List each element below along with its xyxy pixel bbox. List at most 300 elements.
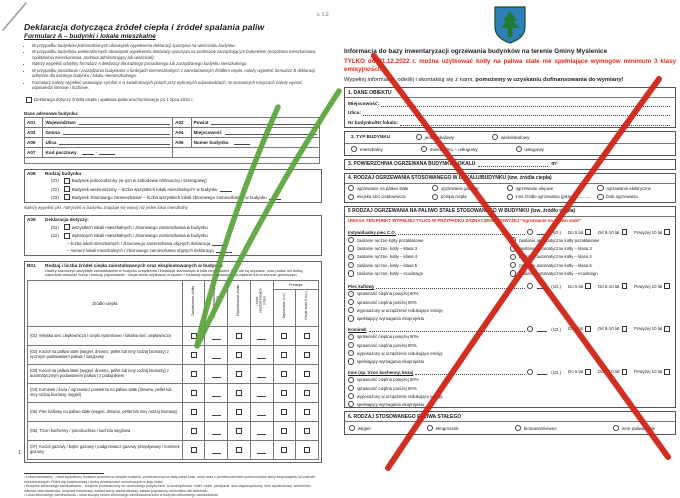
device-name: Kominek [348, 326, 367, 332]
radio-option [507, 194, 594, 200]
option-label: Budynek wielorodzinny – liczba wszystkich lokali mieszkalnych¹ w budynku [71, 186, 218, 192]
radio-button [427, 425, 433, 431]
option-number: (01) [51, 224, 59, 230]
section-6-header: 6. RODZAJ STOSOWANEGO PALIWA STAŁEGO [345, 412, 675, 422]
table-cell [205, 422, 228, 441]
a09-note: Należy wypełnić pkt. A09 jeżeli w budynku znajduje się więcej niż jeden lokal mieszkalny [24, 205, 188, 211]
radio-button [351, 146, 357, 152]
age-label: Powyżej 10 lat [634, 283, 663, 289]
address-table [24, 117, 320, 164]
count-unit-label: (szt.) [551, 369, 562, 375]
option-label: wyposażony w urządzenie redukujące emisję [356, 307, 443, 313]
table-cell [296, 327, 319, 346]
age-label: Do 5 lat [568, 229, 584, 235]
age-option [598, 369, 629, 375]
heat-source-label [28, 441, 183, 460]
form-title: Deklaracja dotycząca źródeł ciepła i źródeł spalania paliw [24, 22, 265, 32]
column-header [273, 290, 296, 327]
blank-field [257, 392, 266, 397]
age-option [634, 326, 672, 332]
column-header-text: Ogrzewanie (c.o.) [281, 292, 286, 319]
option-label: sprawność cieplna poniżej 80% [356, 385, 417, 391]
radio-button [348, 334, 354, 340]
table-cell [250, 441, 273, 460]
device-sub-option [345, 291, 675, 297]
heat-source-row [28, 384, 319, 403]
option-number: (02) [51, 186, 59, 192]
checkbox [304, 447, 310, 453]
radio-option [432, 194, 503, 200]
section-5-header: 5 RODZAJ OGRZEWANIA NA PALIWO STAŁE STOSOWANEGO W BUDYNKU (tzw. źródło ciepła) [345, 207, 675, 217]
field-label: Numer budynku [193, 139, 229, 145]
blank-field [257, 430, 266, 435]
column-header [182, 281, 205, 327]
section-code: A08 [27, 170, 36, 176]
radio-option [510, 245, 668, 251]
field-label-wrap [45, 139, 170, 145]
data-field-row [345, 98, 675, 108]
blank-field [257, 335, 266, 340]
address-cell-empty [25, 157, 320, 163]
option-label: zasilanie ręczne kotły pozaklasowe [356, 237, 424, 243]
option-number: (04) [30, 387, 38, 393]
text: - [95, 149, 98, 155]
blank-field [537, 327, 547, 332]
data-field-row [345, 117, 675, 127]
radio-button [527, 283, 533, 289]
form-option [27, 194, 319, 200]
radio-option [348, 270, 506, 276]
address-row [25, 147, 320, 157]
radio-button [421, 146, 427, 152]
radio-button [348, 291, 354, 297]
field-cell [43, 137, 173, 147]
option-label: sprawność cieplna poniżej 80% [356, 299, 417, 305]
option-label: ogrzewanie gazowe [440, 185, 479, 191]
gmina-coat-of-arms [494, 6, 526, 44]
form-subtitle: Formularz A – budynki i lokale mieszkalne [24, 33, 156, 40]
radio-button [515, 425, 521, 431]
field-code: A01 [25, 117, 43, 127]
device-name: Inne (np. trzon kuchenny, koza) [348, 369, 414, 375]
radio-button [348, 245, 354, 251]
table-cell [205, 327, 228, 346]
radio-option [348, 262, 506, 268]
section-6-options [345, 422, 663, 434]
radio-button [527, 229, 533, 235]
option-label: ekogroszek [435, 425, 459, 431]
field-code: A06 [173, 137, 191, 147]
form-option [27, 186, 319, 192]
option-label: brak ogrzewania [606, 194, 638, 200]
checkbox [191, 409, 197, 415]
checkbox [585, 283, 591, 289]
table-cell [182, 365, 205, 384]
field-cell [191, 137, 319, 147]
radio-button [613, 425, 619, 431]
section-4-header: 4. RODZAJ OGRZEWANIA STOSOWANEGO W LOKALU/BUDYNKU (tzw. źródła ciepła) [345, 174, 675, 184]
option-label: zasilanie automatyczne kotły – klasa 5 [518, 262, 592, 268]
option-label: sprawność cieplna powyżej 80% [356, 291, 419, 297]
age-label: Od 5-10 lat [597, 229, 620, 235]
count-unit-label: (szt.) [551, 229, 562, 235]
count-unit-label: (szt.) [551, 283, 562, 289]
field-code: A02 [173, 117, 191, 127]
blank-field [63, 129, 170, 135]
address-row [25, 127, 320, 137]
option-label: ogrzewanie na paliwo stałe [356, 185, 409, 191]
checkbox [622, 369, 628, 375]
table-cell [182, 422, 205, 441]
device-sub-option [345, 401, 675, 407]
blank-field [234, 140, 250, 145]
section-title: Rodzaj i liczba źródeł ciepła zainstalowanych oraz eksploatowanych w budynku [45, 262, 223, 268]
blank-field [269, 195, 281, 200]
option-label: pompa ciepła [440, 194, 467, 200]
radio-option [348, 237, 506, 243]
heat-source-label [28, 346, 183, 365]
section-4-options [345, 184, 675, 202]
section-2-label: 2. TYP BUDYNKU [351, 134, 390, 140]
blank-field [220, 187, 232, 192]
table-cell [228, 365, 251, 384]
section-a09-options [27, 224, 319, 252]
section-1-fields [345, 98, 675, 127]
radio-button [597, 194, 603, 200]
declaration-subline [27, 241, 319, 246]
startup-declaration-label: Deklaracja dotyczy źródła ciepła i spalania paliw uruchomionego po 1 lipca 2021 r. [34, 97, 194, 103]
radio-button [510, 254, 516, 260]
heat-source-label [28, 327, 183, 346]
intro-bold: pomożemy w uzyskaniu dofinansowania do wymiany! [475, 76, 624, 83]
blank-field [537, 370, 547, 375]
section-4-rodzaj-ogrzewania [344, 173, 676, 203]
blank-field [211, 119, 317, 125]
heat-source-text: Kocioł na paliwa stałe (węgiel, drewno, pellet lub inny rodzaj biomasy) z automatycznym podawaniem paliwa / z podajnikiem [30, 368, 169, 379]
table-cell [296, 422, 319, 441]
field-label-wrap [194, 129, 317, 135]
section-2-rows [345, 132, 675, 155]
blank-field [400, 120, 670, 126]
instruction-list [32, 43, 317, 91]
checkbox [281, 447, 287, 453]
radio-option [349, 425, 370, 431]
blank-field [478, 161, 548, 167]
option-label: wybranych lokali mieszkalnych / zbiorowego zamieszkania w budynku [71, 233, 208, 239]
option-label: sprawność cieplna powyżej 80% [356, 377, 419, 383]
field-label-wrap [45, 129, 170, 135]
device-sub-option [345, 350, 675, 356]
age-label: Do 5 lat [568, 369, 584, 375]
radio-option [432, 185, 503, 191]
option-label: miejska sieć ciepłownicza [356, 194, 406, 200]
radio-button [348, 401, 354, 407]
option-label: mieszkalno – usługowy [429, 146, 478, 152]
instruction-bullet: • Formularz należy wypełnić wstawiając symbol X w kwadratowych polach przy wybranych odpowiedziach. W stosownych miejscach należy wpisać odpowiedzi literowe i liczbowe. [32, 80, 317, 91]
checkbox [191, 371, 197, 377]
form-option [27, 178, 319, 184]
option-number: (01) [30, 332, 38, 338]
device-row [345, 281, 675, 289]
radio-option [510, 270, 668, 276]
device-name: Piec kaflowy [348, 283, 375, 289]
radio-option [427, 425, 459, 431]
field-cell [43, 127, 173, 137]
table-cell [228, 441, 251, 460]
radio-option [515, 425, 557, 431]
checkbox [236, 352, 242, 358]
startup-declaration-row [24, 97, 332, 103]
blank-field [537, 284, 547, 289]
checkbox [664, 326, 670, 332]
radio-button [348, 315, 354, 321]
table-cell [205, 346, 228, 365]
device-sub-option [345, 299, 675, 305]
device-sub-option [345, 377, 675, 383]
heat-source-row [28, 422, 319, 441]
radio-option [492, 134, 529, 140]
field-label: Miejscowość: [348, 101, 380, 107]
option-label: spełniający wymagania ekoprojektu [356, 358, 425, 364]
table-cell [296, 384, 319, 403]
table-cell [250, 422, 273, 441]
radio-option [416, 134, 454, 140]
footnote: ² Budynek zbiorowego zamieszkania – budynek przeznaczony do okresowego pobytu ludzi, w szczególności: hotel, motel, pensjonat, dom wypoczynkowy, dom wycieczkowy, schronisko, internat, dom studencki, budynek koszarowy, zakład karny, areszt śledczy, zakład poprawczy, schronisko dla nieletnich. [24, 484, 312, 493]
radio-button [597, 185, 603, 191]
checkbox [664, 283, 670, 289]
address-cell-empty [173, 147, 320, 157]
section-5-warning: UWAGA TEN PUNKT WYPEŁNIJ TYLKO W PRZYPADKU ZAZNACZENIA POWYŻEJ "ogrzewanie na paliwo stałe" [348, 218, 582, 224]
instruction-bullet: • W przypadku budynków wielorodzinnych obowiązek wypełnienia deklaracji spoczywa na podmiocie zarządzającym budynkiem (wspólnota mieszkaniowa, spółdzielnia mieszkaniowa, podmiot administrujący lub właściciel). [32, 49, 317, 60]
radio-option [510, 237, 668, 243]
age-option [568, 283, 593, 289]
option-label: zasilanie ręczne, kotły – klasa 4 [356, 254, 418, 260]
section-code: A09 [27, 217, 36, 223]
checkbox [281, 333, 287, 339]
blank-field [363, 110, 670, 116]
field-cell [191, 127, 319, 137]
option-number: (02) [51, 233, 59, 239]
table-cell [296, 346, 319, 365]
heat-source-text: Miejska sieć ciepłownicza / ciepło systemowe / lokalna sieć ciepłownicza [39, 332, 171, 338]
age-option [598, 229, 629, 235]
radio-button [432, 194, 438, 200]
checkbox [304, 352, 310, 358]
checkbox [236, 409, 242, 415]
blank-field [257, 354, 266, 359]
radio-option [507, 185, 594, 191]
section-a08-header [27, 171, 319, 176]
field-label-wrap [45, 150, 170, 155]
age-label: Od 5-10 lat [597, 326, 620, 332]
section-1-header: 1. DANE OBIEKTU [345, 88, 675, 98]
radio-option [516, 146, 544, 152]
building-type-row [345, 132, 675, 143]
heat-source-row [28, 403, 319, 422]
section-title: Rodzaj budynku [45, 170, 82, 176]
heat-source-row [28, 365, 319, 384]
table-cell [182, 441, 205, 460]
table-cell [296, 403, 319, 422]
blank-field [369, 326, 525, 332]
table-cell [182, 384, 205, 403]
age-option [598, 326, 629, 332]
age-label: Powyżej 10 lat [634, 326, 663, 332]
radio-button [348, 377, 354, 383]
option-label: zasilanie automatyczne kotły – ecodesign [518, 271, 598, 277]
field-cell [191, 117, 319, 127]
column-header [250, 281, 273, 327]
field-label: Miejscowość [193, 130, 222, 136]
subline-label: – numery lokali mieszkalnych / zbiorowego zamieszkania objętych deklaracją [67, 247, 214, 253]
table-cell [273, 403, 296, 422]
blank-field [212, 430, 221, 435]
device-sub-option [345, 358, 675, 364]
radio-button [348, 194, 354, 200]
option-label: zasilanie automatyczne kotły pozaklasowe [518, 237, 600, 243]
field-label: Ulica [45, 140, 57, 146]
heat-source-row [28, 327, 319, 346]
option-label: inne źródło ogrzewania (jakie?) ............. [515, 194, 592, 200]
section-a08-options [27, 178, 319, 200]
device-row [345, 324, 675, 332]
age-label: Powyżej 10 lat [634, 369, 663, 375]
device-row [345, 367, 675, 375]
instruction-bullet: • W przypadku budynków jednorodzinnych obowiązek wypełnienia deklaracji spoczywa na właścicielu budynku. [32, 43, 317, 48]
blank-field [212, 241, 228, 246]
field-label: Powiat [193, 120, 209, 126]
checkbox [304, 333, 310, 339]
field-code: A07 [25, 147, 43, 157]
option-label: zasilanie ręczne, kotły – klasa 5 [356, 262, 418, 268]
radio-button [507, 185, 513, 191]
radio-option [597, 185, 668, 191]
section-3-header [345, 160, 675, 169]
checkbox [585, 229, 591, 235]
option-label: zasilanie automatyczne kotły – klasa 3 [518, 245, 592, 251]
field-label: Ulica: [348, 111, 362, 117]
section-title: Deklaracja dotyczy: [45, 217, 89, 223]
option-number: (03) [30, 368, 38, 374]
option-label: Budynek zbiorowego zamieszkania² – liczba wszystkich lokali zbiorowego zamieszkania³ w budynku [71, 194, 267, 200]
section-3-powierzchnia [344, 159, 676, 170]
heat-source-text: Kominek / koza / ogrzewacz powietrza na paliwo stałe (drewno, pellet lub inny rodzaj biomasy, węgiel) [30, 387, 172, 398]
blank-field [398, 229, 525, 235]
deadline-warning: TYLKO do 31.12.2022 r. można użytkować kotły na paliwa stałe nie spełniające wymogów minimum 3 klasy emisyjności. [344, 58, 676, 73]
column-header: Źródło ciepła [28, 281, 183, 327]
column-header [205, 281, 228, 327]
field-label: Gmina [45, 130, 60, 136]
checkbox [585, 369, 591, 375]
radio-option [421, 146, 478, 152]
blank-field [82, 150, 94, 155]
field-label: Nr budynku/Nr lokalu: [348, 120, 399, 126]
b01-header-row [28, 281, 319, 290]
table-cell [205, 384, 228, 403]
blank-field [212, 373, 221, 378]
building-type-row [345, 143, 675, 155]
radio-option [597, 194, 668, 200]
age-label: Od 5-10 lat [597, 283, 620, 289]
option-label: wszystkich lokali mieszkalnych / zbiorowego zamieszkania w budynku [71, 224, 208, 230]
form-option [27, 224, 319, 230]
checkbox [191, 447, 197, 453]
option-label: wyposażony w urządzenie redukujące emisję [356, 393, 443, 399]
section-5-paliwo-stale [344, 206, 676, 409]
checkbox [622, 326, 628, 332]
column-header-text: Eksploatowane źródła [236, 285, 241, 317]
radio-button [348, 254, 354, 260]
option-label: zasilanie ręczne, kotły – ecodesign [356, 271, 424, 277]
column-header: Funkcja [273, 281, 319, 290]
radio-button [510, 245, 516, 251]
section-a09-header [27, 217, 319, 222]
radio-button [348, 262, 354, 268]
option-label: inne paliwa stałe [621, 425, 656, 431]
option-label: sprawność cieplna powyżej 80% [356, 334, 419, 340]
blank-field [257, 373, 266, 378]
option-label: ogrzewanie elektryczne [606, 185, 652, 191]
checkbox [585, 326, 591, 332]
table-cell [273, 327, 296, 346]
section-b01 [24, 261, 322, 463]
instruction-bullet: • Należy wypełnić odrębny formularz A deklaracji dla każdego posiadanego lub zarządzanego budynku mieszkalnego. [32, 61, 317, 66]
section-6-rodzaj-paliwa [344, 411, 676, 435]
device-name: Indywidualny piec C.O. [348, 229, 397, 235]
heat-source-label [28, 384, 183, 403]
section-b01-header [27, 263, 319, 268]
radio-option [510, 262, 668, 268]
option-number: (01) [51, 178, 59, 184]
radio-button [510, 262, 516, 268]
option-label: mieszkalny [359, 146, 383, 152]
age-label: Do 5 lat [568, 326, 584, 332]
table-cell [182, 346, 205, 365]
age-option [634, 229, 672, 235]
section-code: B01 [27, 262, 36, 268]
option-label: sprawność cieplna poniżej 80% [356, 342, 417, 348]
option-label: zasilanie ręczne, kotły – klasa 3 [356, 245, 418, 251]
column-header-text: Liczba zainstalowanych źródeł [211, 284, 220, 318]
section-5-body [345, 227, 675, 408]
footnotes [10, 475, 332, 498]
checkbox [664, 369, 670, 375]
option-label: spełniający wymagania ekoprojektu [356, 401, 425, 407]
form-version: v. 1.2. [316, 12, 330, 18]
section-a08 [24, 169, 322, 204]
table-cell [296, 365, 319, 384]
radio-button [510, 270, 516, 276]
radio-button [348, 358, 354, 364]
address-row [25, 157, 320, 163]
table-cell [296, 441, 319, 460]
option-number: (06) [30, 427, 38, 433]
age-label: Od 5-10 lat [597, 369, 620, 375]
option-number: (03) [51, 194, 59, 200]
option-number: (05) [30, 408, 38, 414]
blank-field [257, 449, 266, 454]
heat-source-text: Trzon kuchenny / piecokuchnia / kuchnia węglowa [39, 427, 131, 433]
declaration-subline [27, 248, 319, 253]
age-option [568, 326, 593, 332]
section-1-dane-obiektu [344, 87, 676, 128]
checkbox [236, 371, 242, 377]
table-cell [228, 346, 251, 365]
radio-option [510, 254, 668, 260]
table-cell [228, 403, 251, 422]
checkbox [191, 428, 197, 434]
table-cell [250, 327, 273, 346]
